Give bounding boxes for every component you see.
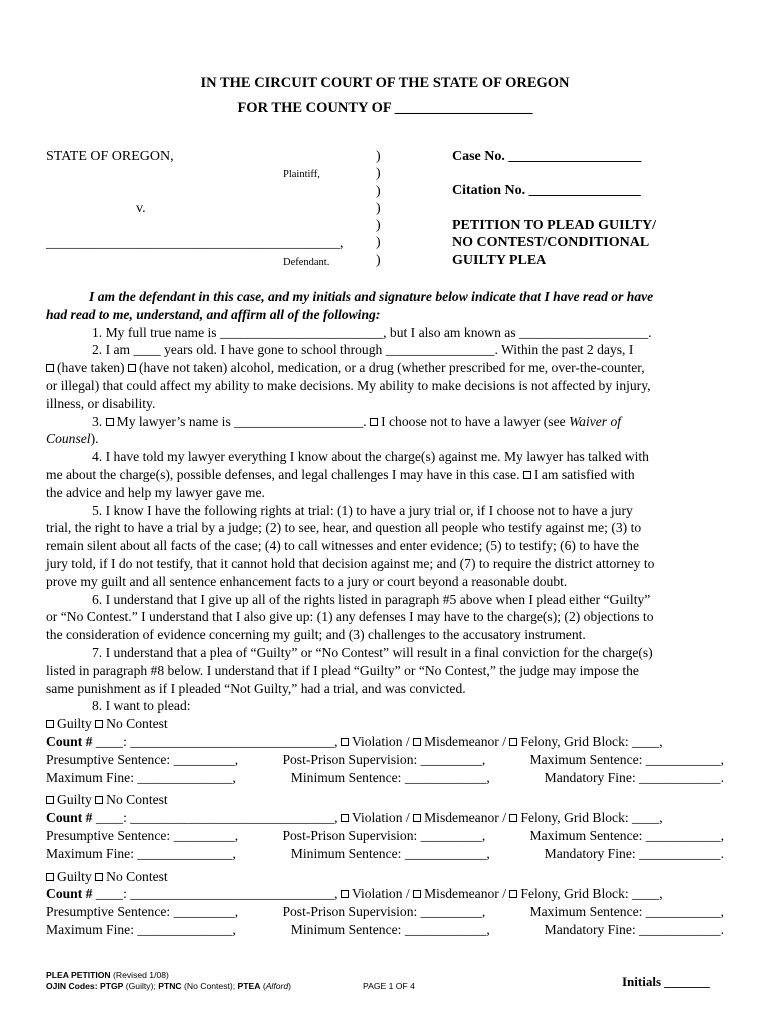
guilty-label: Guilty: [57, 716, 92, 732]
guilty-checkbox[interactable]: [46, 873, 54, 881]
paragraph-3-number: 3.: [92, 413, 103, 429]
guilty-label: Guilty: [57, 868, 92, 884]
paragraph-5-line: remain silent about all facts of the case; (4) to call witnesses and enter evidence; (5) to testify; (6) to have the: [46, 538, 640, 554]
mandatory-fine: Mandatory Fine: ____________.: [544, 845, 724, 861]
paragraph-4-line-1: 4. I have told my lawyer everything I know about the charge(s) against me. My lawyer has talked with: [92, 449, 649, 465]
sentence-row: [46, 827, 724, 845]
paren: ): [376, 183, 381, 199]
maximum-fine: Maximum Fine: ______________,: [46, 921, 236, 937]
misdemeanor-label: Misdemeanor /: [424, 733, 506, 749]
paragraph-2-line-3: or illegal) that could affect my ability to make decisions. My ability to make decisions is not affected by injury,: [46, 377, 651, 393]
mandatory-fine: Mandatory Fine: ____________.: [544, 921, 724, 937]
waiver-ref-1: Waiver of: [569, 413, 622, 429]
violation-label: Violation /: [351, 886, 410, 902]
paragraph-3-line-1: [46, 413, 724, 431]
maximum-fine: Maximum Fine: ______________,: [46, 769, 236, 785]
ojin-label: OJIN Codes:: [46, 981, 98, 991]
no-contest-label: No Contest: [106, 716, 168, 732]
paragraph-2-line-4: illness, or disability.: [46, 395, 156, 411]
guilty-label: Guilty: [57, 792, 92, 808]
maximum-sentence: Maximum Sentence: ___________,: [529, 904, 724, 920]
code-ptgp: PTGP: [99, 981, 124, 991]
paragraph-2-line-2: [46, 359, 724, 377]
paragraph-5-line: jury told, if I do not testify, that it cannot hold that decision against me; and (7) to require the district attorney to: [46, 555, 655, 571]
paragraph-5-line: 5. I know I have the following rights at trial: (1) to have a jury trial or, if I choose not to have a jury: [92, 502, 633, 518]
guilty-checkbox[interactable]: [46, 796, 54, 804]
caption-divider: [376, 148, 381, 269]
page-number: PAGE 1 OF 4: [363, 981, 415, 991]
footer-ojin-codes: OJIN Codes: PTGP (Guilty); PTNC (No Contest); PTEA (Alford): [46, 981, 292, 991]
fine-row: [46, 769, 724, 787]
count-label: Count #: [46, 810, 93, 826]
no-contest-checkbox[interactable]: [95, 796, 103, 804]
felony-label: Felony, Grid Block: ____,: [520, 886, 663, 902]
violation-label: Violation /: [351, 733, 410, 749]
count-field: [46, 733, 663, 751]
paragraph-2-line-1: 2. I am ____ years old. I have gone to school through ________________. Within the past 2 days, I: [92, 342, 634, 358]
case-number-field: Case No. ___________________: [452, 149, 642, 164]
misdemeanor-label: Misdemeanor /: [424, 886, 506, 902]
have-taken-label: (have taken): [57, 360, 125, 376]
petition-title-line-3: GUILTY PLEA: [452, 253, 547, 268]
guilty-checkbox[interactable]: [46, 720, 54, 728]
paren: ): [376, 252, 381, 268]
paragraph-7-line: listed in paragraph #8 below. I understand that if I plead “Guilty” or “No Contest,” the judge may impose the: [46, 662, 639, 678]
no-contest-checkbox[interactable]: [95, 720, 103, 728]
plea-choice-row: [46, 868, 724, 886]
paren: ): [376, 235, 381, 251]
presumptive-sentence: Presumptive Sentence: _________,: [46, 751, 239, 767]
versus-label: v.: [136, 201, 146, 216]
misdemeanor-label: Misdemeanor /: [424, 810, 506, 826]
defendant-label: Defendant.: [283, 257, 330, 268]
felony-label: Felony, Grid Block: ____,: [520, 810, 663, 826]
count-row: [46, 809, 724, 827]
initials-field: Initials _______: [622, 974, 710, 989]
paragraph-3-line-2: [46, 430, 724, 448]
count-block: [46, 868, 724, 939]
code-ptea-desc: Alford: [265, 981, 289, 991]
paren: ): [376, 166, 381, 182]
no-lawyer-label: I choose not to have a lawyer (see: [381, 413, 566, 429]
no-contest-label: No Contest: [106, 868, 168, 884]
fine-row: [46, 921, 724, 939]
paragraph-6-line: or “No Contest.” I understand that I also give up: (1) any defenses I may have to the charge(s); (2) objections to: [46, 609, 654, 625]
count-blank: ____: ______________________________,: [95, 810, 338, 826]
paren: ): [376, 149, 381, 164]
code-ptnc-desc: (No Contest);: [184, 981, 236, 991]
petition-title-line-2: NO CONTEST/CONDITIONAL: [452, 235, 650, 250]
presumptive-sentence: Presumptive Sentence: _________,: [46, 827, 239, 843]
maximum-sentence: Maximum Sentence: ___________,: [529, 751, 724, 767]
count-block: [46, 715, 724, 786]
mandatory-fine: Mandatory Fine: ____________.: [544, 769, 724, 785]
court-title: IN THE CIRCUIT COURT OF THE STATE OF OREGON: [200, 75, 570, 91]
paragraph-6-line: the consideration of evidence concerning my guilt; and (3) challenges to the accusatory instrument.: [46, 627, 586, 643]
fine-row: [46, 845, 724, 863]
paragraph-3-end: ).: [90, 431, 99, 447]
sentence-row: [46, 903, 724, 921]
violation-label: Violation /: [351, 810, 410, 826]
intro-line-1: I am the defendant in this case, and my initials and signature below indicate that I have read or have: [89, 289, 654, 304]
misdemeanor-checkbox[interactable]: [413, 738, 421, 746]
paragraph-4-text: me about the charge(s), possible defenses, and legal challenges I may have in this case.: [46, 466, 520, 482]
paragraph-4-line-3: the advice and help my lawyer gave me.: [46, 484, 265, 500]
post-prison-supervision: Post-Prison Supervision: _________,: [282, 904, 486, 920]
misdemeanor-checkbox[interactable]: [413, 814, 421, 822]
count-blank: ____: ______________________________,: [95, 733, 338, 749]
count-field: [46, 809, 663, 827]
sentence-row: [46, 751, 724, 769]
no-lawyer-checkbox[interactable]: [370, 418, 378, 426]
paragraph-7-line: same punishment as if I pleaded “Not Guilty,” had a trial, and was convicted.: [46, 680, 466, 696]
minimum-sentence: Minimum Sentence: ____________,: [290, 845, 490, 861]
minimum-sentence: Minimum Sentence: ____________,: [290, 921, 490, 937]
paren: ): [376, 200, 381, 216]
paragraph-6-line: 6. I understand that I give up all of the rights listed in paragraph #5 above when I plead either “Guilty”: [92, 591, 651, 607]
felony-checkbox[interactable]: [509, 814, 517, 822]
felony-checkbox[interactable]: [509, 738, 517, 746]
paren: ): [376, 218, 381, 234]
code-ptea: PTEA: [237, 981, 261, 991]
paragraph-5-line: trial, the right to have a trial by a judge; (2) to see, hear, and question all people who testify against me; (3) to: [46, 520, 642, 536]
paragraph-4-line-2: [46, 466, 724, 484]
petition-title-line-1: PETITION TO PLEAD GUILTY/: [452, 218, 656, 233]
violation-checkbox[interactable]: [341, 890, 349, 898]
minimum-sentence: Minimum Sentence: ____________,: [290, 769, 490, 785]
felony-checkbox[interactable]: [509, 890, 517, 898]
presumptive-sentence: Presumptive Sentence: _________,: [46, 904, 239, 920]
code-ptnc: PTNC: [158, 981, 182, 991]
count-field: [46, 885, 663, 903]
waiver-ref-2: Counsel: [46, 431, 91, 447]
paragraph-8: 8. I want to plead:: [92, 698, 191, 714]
misdemeanor-checkbox[interactable]: [413, 890, 421, 898]
maximum-sentence: Maximum Sentence: ___________,: [529, 827, 724, 843]
no-contest-checkbox[interactable]: [95, 873, 103, 881]
have-taken-checkbox[interactable]: [46, 364, 54, 372]
have-not-taken-checkbox[interactable]: [128, 364, 136, 372]
paragraph-1: 1. My full true name is ________________________, but I also am known as ___________________.: [92, 324, 652, 340]
plaintiff-name: STATE OF OREGON,: [46, 149, 174, 164]
no-contest-label: No Contest: [106, 792, 168, 808]
count-label: Count #: [46, 733, 93, 749]
county-line: FOR THE COUNTY OF ___________________: [237, 100, 533, 116]
count-row: [46, 733, 724, 751]
form-revision: (Revised 1/08): [113, 970, 169, 980]
defendant-name-line: __________________________________________,: [46, 236, 344, 251]
have-not-taken-label: (have not taken) alcohol, medication, or a drug (whether prescribed for me, over-the-counter,: [138, 360, 645, 376]
plea-choice-row: [46, 715, 724, 733]
maximum-fine: Maximum Fine: ______________,: [46, 845, 236, 861]
post-prison-supervision: Post-Prison Supervision: _________,: [282, 751, 486, 767]
plea-choice-row: [46, 791, 724, 809]
lawyer-name-label: My lawyer’s name is ___________________.: [116, 413, 367, 429]
count-row: [46, 885, 724, 903]
count-block: [46, 791, 724, 862]
post-prison-supervision: Post-Prison Supervision: _________,: [282, 827, 486, 843]
satisfied-checkbox[interactable]: [523, 471, 531, 479]
plaintiff-label: Plaintiff,: [283, 169, 320, 180]
count-blank: ____: ______________________________,: [95, 886, 338, 902]
violation-checkbox[interactable]: [341, 814, 349, 822]
petition-body: [46, 288, 724, 939]
felony-label: Felony, Grid Block: ____,: [520, 733, 663, 749]
violation-checkbox[interactable]: [341, 738, 349, 746]
paragraph-7-line: 7. I understand that a plea of “Guilty” or “No Contest” will result in a final conviction for the charge(s): [92, 644, 653, 660]
form-name: PLEA PETITION: [46, 970, 111, 980]
lawyer-name-checkbox[interactable]: [106, 418, 114, 426]
paragraph-5-line: prove my guilt and all sentence enhancement facts to a jury or court beyond a reasonable doubt.: [46, 573, 568, 589]
satisfied-label: I am satisfied with: [533, 466, 635, 482]
intro-line-2: had read to me, understand, and affirm all of the following:: [46, 306, 381, 322]
count-label: Count #: [46, 886, 93, 902]
code-ptgp-desc: (Guilty);: [125, 981, 156, 991]
citation-number-field: Citation No. ________________: [452, 183, 641, 198]
